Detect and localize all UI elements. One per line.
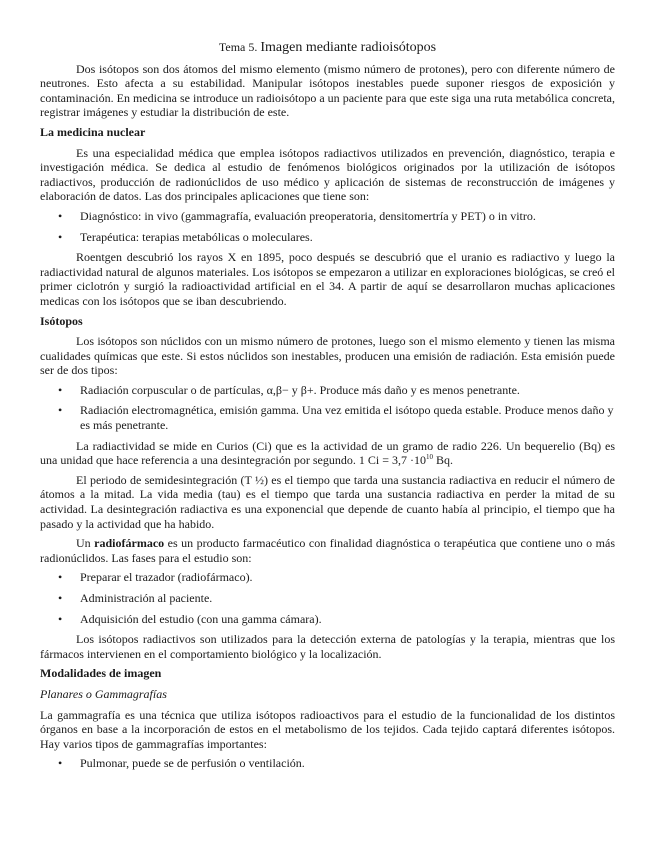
- list-item-text: Pulmonar, puede se de perfusión o ventilación.: [80, 756, 305, 771]
- list-item: [40, 383, 615, 398]
- curio-unit: Bq.: [432, 453, 453, 468]
- bullet-marker: •: [58, 229, 63, 244]
- medicina-bullet-list: [40, 209, 615, 244]
- list-item: [40, 591, 615, 606]
- isotopos-paragraph-1: Los isótopos son núclidos con un mismo número de protones, luego son el mismo elemento y tienen las misma cualidades químicas que este. Si estos núclidos son inestables, producen una emisión de radiación. Esta emisión puede ser de dos tipos:: [40, 334, 615, 378]
- isotopos-bullet-list: [40, 383, 615, 433]
- title-main: Imagen mediante radioisótopos: [260, 40, 437, 55]
- list-item: [40, 403, 615, 432]
- document-page: [40, 40, 615, 777]
- isotopos-paragraph-4: [40, 536, 615, 565]
- list-item-text: Adquisición del estudio (con una gamma cámara).: [80, 611, 322, 626]
- list-item-text: Administración al paciente.: [80, 591, 213, 605]
- title-prefix: Tema 5.: [218, 40, 258, 54]
- bullet-marker: •: [58, 208, 63, 223]
- curio-text: La radiactividad se mide en Curios (Ci) que es la actividad de un gramo de radio 226. Un bequerelio (Bq) es una unidad que hace referencia a una desintegración por segundo. 1 Ci = 3,7 ·10: [40, 438, 615, 468]
- modalidades-paragraph-1: La gammagrafía es una técnica que utiliza isótopos radioactivos para el estudio de la funcionalidad de los distintos órganos en base a la incorporación de estos en el metabolismo de los tejidos. Cada tejido captará diferentes isótopos. Hay varios tipos de gammagrafías importantes:: [40, 707, 615, 751]
- radiofarmaco-term: radiofármaco: [94, 536, 165, 551]
- bullet-marker: •: [58, 591, 63, 605]
- bullet-marker: •: [58, 611, 63, 626]
- subheading-planares: Planares o Gammagrafías: [40, 686, 167, 701]
- heading-isotopos: Isótopos: [40, 313, 83, 328]
- medicina-paragraph-2: Roentgen descubrió los rayos X en 1895, poco después se descubrió que el uranio es radiactivo y luego la radiactividad natural de algunos materiales. Los isótopos se empezaron a utilizar en exploraciones biológicas, se creó el primer ciclotrón y surgió la radioactividad artificial en el 34. A partir de aquí se desarrollaron muchas aplicaciones medicas con los isótopos que se iban descubriendo.: [40, 250, 615, 308]
- bullet-marker: •: [58, 382, 63, 397]
- list-item-text: Diagnóstico: in vivo (gammagrafía, evaluación preoperatoria, densitomertría y PET) o in vitro.: [80, 208, 536, 223]
- list-item: [40, 230, 615, 245]
- list-item-text: Preparar el trazador (radiofármaco).: [80, 570, 253, 585]
- fases-bullet-list: [40, 570, 615, 626]
- list-item: [40, 612, 615, 627]
- isotopos-paragraph-3: El periodo de semidesintegración (T ½) es el tiempo que tarda una sustancia radiactiva en reducir el número de átomos a la mitad. La vida media (tau) es el tiempo que tarda una sustancia radiactiva en perder la mitad de su actividad. La desintegración radiactiva es una exponencial que depende de cuanto había al principio, el tiempo que ha pasado y la actividad que ha habido.: [40, 472, 615, 531]
- curio-exponent: 10: [425, 453, 433, 462]
- list-item-text: Terapéutica: terapias metabólicas o moleculares.: [80, 229, 313, 244]
- list-item: [40, 570, 615, 585]
- medicina-paragraph-1: Es una especialidad médica que emplea isótopos radiactivos utilizados en prevención, diagnóstico, terapia e investigación médica. Se dedica al estudio de fenómenos biológicos originados por la utilización de isótopos radiactivos, producción de radionúclidos de uso médico y aplicación de sistemas de reconstrucción de imágenes y elaboración de datos. Las dos principales aplicaciones que tiene son:: [40, 145, 615, 204]
- isotopos-paragraph-5: Los isótopos radiactivos son utilizados para la detección externa de patologías y la terapia, mientras que los fármacos intervienen en el comportamiento biológico y la localización.: [40, 632, 615, 661]
- list-item-text: Radiación corpuscular o de partículas, α,β− y β+. Produce más daño y es menos penetrante.: [80, 382, 520, 397]
- bullet-marker: •: [58, 403, 63, 418]
- heading-medicina-nuclear: La medicina nuclear: [40, 124, 146, 139]
- radiofarmaco-post: es un producto farmacéutico con finalidad diagnóstica o terapéutica que contiene uno o más radionúclidos. Las fases para el estudio son:: [40, 536, 615, 565]
- page-title: [40, 40, 615, 56]
- list-item: [40, 756, 615, 771]
- bullet-marker: •: [58, 756, 63, 771]
- bullet-marker: •: [58, 570, 63, 585]
- radiofarmaco-pre: Un: [76, 536, 95, 551]
- gammagrafia-bullet-list: [40, 756, 615, 771]
- intro-paragraph: Dos isótopos son dos átomos del mismo elemento (mismo número de protones), pero con diferente número de neutrones. Esto afecta a su estabilidad. Manipular isótopos inestables puede suponer riesgos de exposición y contaminación. En medicina se introduce un radioisótopo a un paciente para que este siga una ruta metabólica concreta, registrar imágenes y estudiar la distribución de este.: [40, 61, 615, 120]
- list-item: [40, 209, 615, 224]
- heading-modalidades: Modalidades de imagen: [40, 666, 162, 681]
- list-item-text: Radiación electromagnética, emisión gamma. Una vez emitida el isótopo queda estable. Produce menos daño y es más penetrante.: [80, 403, 614, 433]
- isotopos-paragraph-2: [40, 439, 615, 468]
